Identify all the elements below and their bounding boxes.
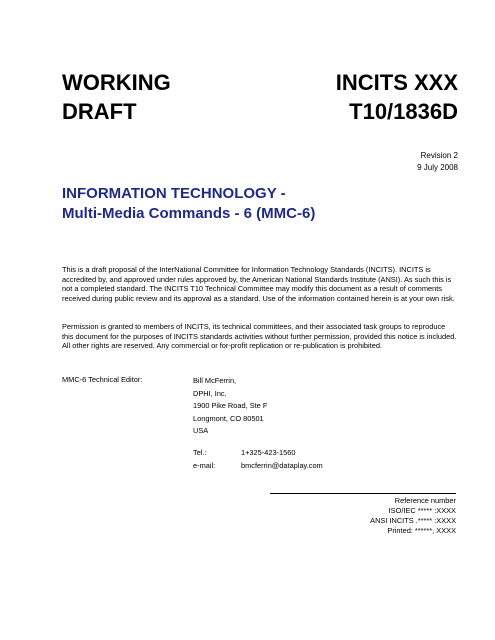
- editor-contact-block: [193, 375, 323, 472]
- email-row: [193, 460, 323, 473]
- email-label: e-mail:: [193, 460, 216, 470]
- draft-notice-paragraph: This is a draft proposal of the InterNational Committee for Information Technology Standards (INCITS). INCITS is accredited by, and approved under rules approved by, the American National Standards Institute (ANSI). As such this is not a completed standard. The INCITS T10 Technical Committee may modify this document as a result of comments received during public review and its approval as a standard. Use of the information contained herein is at your own risk.: [62, 265, 455, 303]
- editor-street: 1900 Pike Road, Ste F: [193, 401, 268, 411]
- reference-ansi: ANSI INCITS .***** :XXXX: [370, 516, 456, 525]
- document-title: [62, 184, 462, 224]
- editor-company: DPHI, Inc.: [193, 388, 227, 398]
- revision-number: Revision 2: [420, 151, 458, 160]
- heading-incits-number: INCITS XXX: [335, 70, 458, 95]
- revision-date: 9 July 2008: [417, 163, 458, 172]
- email-value: bmcferrin@dataplay.com: [241, 460, 323, 470]
- reference-iso: ISO/IEC ***** :XXXX: [388, 506, 456, 515]
- reference-title: Reference number: [394, 496, 456, 505]
- telephone-row: [193, 447, 323, 460]
- spacer: [193, 438, 323, 447]
- telephone-label: Tel.:: [193, 447, 207, 457]
- telephone-value: 1+325-423-1560: [241, 447, 296, 457]
- revision-block: [417, 150, 458, 174]
- heading-t10-number: T10/1836D: [349, 99, 458, 124]
- permission-paragraph: Permission is granted to members of INCITS, its technical committees, and their associated task groups to reproduce this document for the purposes of INCITS standards activities without further permission, provided this notice is included. All other rights are reserved. Any commercial or for-profit replication or re-publication is prohibited.: [62, 322, 457, 351]
- title-line-2: Multi-Media Commands - 6 (MMC-6): [62, 205, 316, 222]
- document-number-heading: [336, 68, 458, 126]
- reference-printed: Printed: ******, XXXX: [387, 526, 456, 535]
- editor-city: Longmont, CO 80501: [193, 413, 264, 423]
- editor-country: USA: [193, 426, 209, 436]
- heading-working: WORKING: [62, 70, 171, 95]
- working-draft-heading: [62, 68, 171, 126]
- editor-label: MMC-6 Technical Editor:: [62, 375, 143, 384]
- title-line-1: INFORMATION TECHNOLOGY -: [62, 185, 286, 202]
- heading-draft: DRAFT: [62, 99, 137, 124]
- editor-name: Bill McFerrin,: [193, 376, 237, 385]
- reference-number-block: [270, 493, 456, 536]
